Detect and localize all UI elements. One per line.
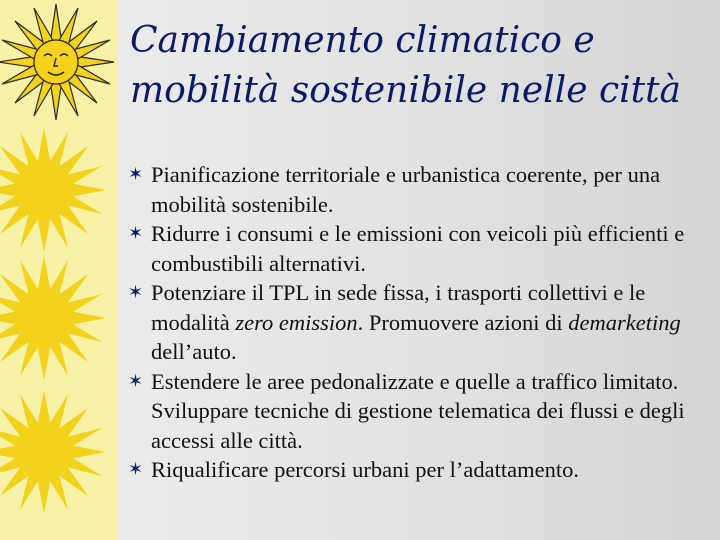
bullet-text: dell’auto. <box>151 339 237 364</box>
bullet-item-1 <box>128 160 713 219</box>
bullet-text: . Promuovere azioni di <box>357 309 569 335</box>
bullet-item-2 <box>128 219 713 278</box>
bullet-item-3 <box>128 278 713 367</box>
star-bullet-icon: ✶ <box>128 370 144 391</box>
sun-icon <box>0 256 106 380</box>
bullet-item-4 <box>128 367 713 456</box>
title-line-2: mobilità sostenibile nelle città <box>130 70 682 111</box>
bullet-list <box>128 160 713 485</box>
bullet-text: Potenziare il TPL in sede fissa, i trasporti collettivi e le modalità <box>151 280 646 335</box>
slide-title <box>130 16 710 116</box>
bullet-emphasis: demarketing <box>568 309 681 335</box>
bullet-text: Estendere le aree pedonalizzate e quelle a traffico limitato. Sviluppare tecniche di gestione telematica dei flussi e degli accessi alle città. <box>151 368 685 453</box>
bullet-text: Ridurre i consumi e le emissioni con veicoli più efficienti e combustibili alternativi. <box>151 221 685 276</box>
sun-face-icon <box>0 4 114 120</box>
star-bullet-icon: ✶ <box>128 282 144 302</box>
star-bullet-icon: ✶ <box>128 459 144 479</box>
title-line-1: Cambiamento climatico e <box>130 20 595 61</box>
bullet-emphasis: zero emission <box>235 309 358 335</box>
decorative-sidebar <box>0 0 118 540</box>
bullet-text: Pianificazione territoriale e urbanistica coerente, per una mobilità sostenibile. <box>151 162 661 217</box>
bullet-text: Riqualificare percorsi urbani per l’adattamento. <box>151 457 579 482</box>
bullet-item-5 <box>128 455 713 485</box>
sun-icon <box>0 390 106 514</box>
star-bullet-icon: ✶ <box>128 223 144 243</box>
star-bullet-icon: ✶ <box>128 164 144 184</box>
sun-icon <box>0 128 106 252</box>
